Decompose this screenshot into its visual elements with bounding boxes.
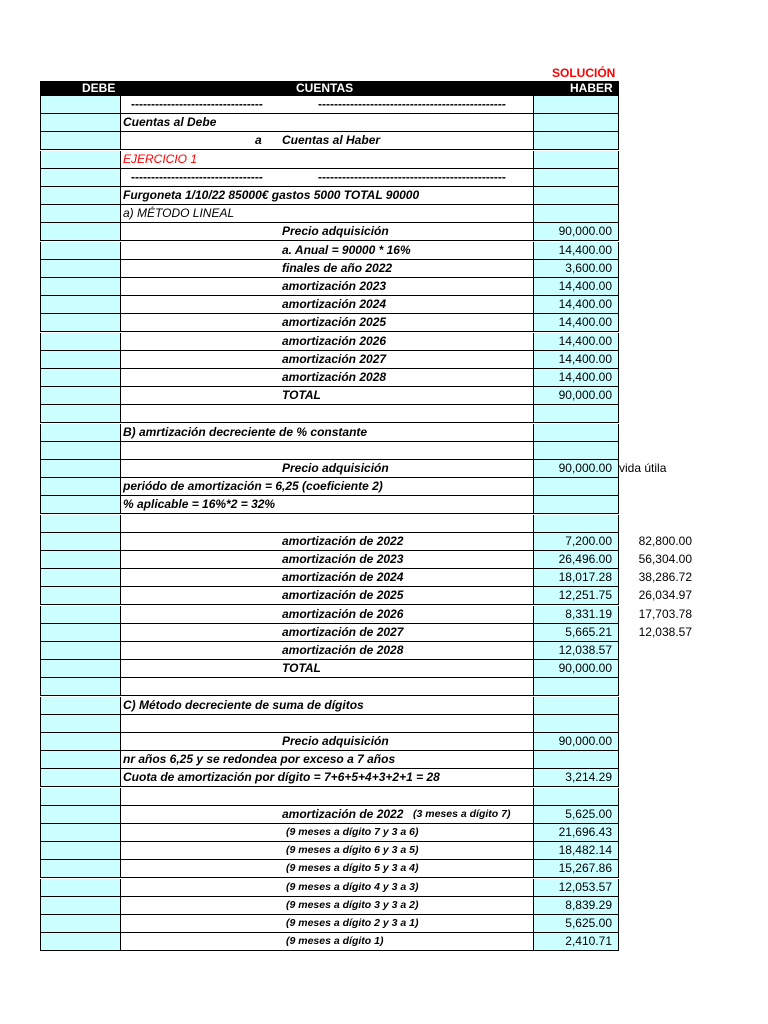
cuentas-text: amortización 2028 <box>282 370 387 384</box>
cuentas-cell[interactable] <box>121 205 534 223</box>
haber-cell[interactable] <box>534 242 619 260</box>
debe-cell[interactable] <box>40 697 121 715</box>
header-cuentas: CUENTAS <box>296 81 354 95</box>
cuentas-cell[interactable] <box>121 460 534 478</box>
haber-cell[interactable] <box>534 842 619 860</box>
cuentas-cell[interactable] <box>121 733 534 751</box>
haber-cell[interactable] <box>534 678 619 696</box>
cuentas-cell[interactable] <box>121 442 534 460</box>
cuentas-text: Furgoneta 1/10/22 85000€ gastos 5000 TOTAL 90000 <box>123 188 420 202</box>
cuentas-cell[interactable] <box>121 405 534 423</box>
cuentas-text: a <box>255 133 262 148</box>
side-note: vida útila <box>619 461 667 475</box>
debe-cell[interactable] <box>40 915 121 933</box>
haber-value: 21,696.43 <box>558 825 612 839</box>
cuentas-cell[interactable] <box>121 187 534 205</box>
cuentas-text: Cuota de amortización por dígito = 7+6+5+4+3+2+1 = 28 <box>123 770 440 785</box>
cuentas-text: (3 meses a dígito 7) <box>413 807 511 820</box>
debe-cell[interactable] <box>40 879 121 897</box>
cuentas-text: (9 meses a dígito 1) <box>286 935 384 948</box>
haber-cell[interactable] <box>534 424 619 442</box>
haber-value: 90,000.00 <box>558 388 612 403</box>
debe-cell[interactable] <box>40 860 121 878</box>
cuentas-cell[interactable] <box>121 624 534 642</box>
haber-value: 12,038.57 <box>558 643 612 657</box>
solution-label: SOLUCIÓN <box>552 66 616 80</box>
debe-cell[interactable] <box>40 842 121 860</box>
debe-cell[interactable] <box>40 678 121 696</box>
remaining-value: 12,038.57 <box>638 624 692 639</box>
haber-cell[interactable] <box>534 824 619 842</box>
cuentas-cell[interactable] <box>121 369 534 387</box>
debe-cell[interactable] <box>40 351 121 369</box>
cuentas-cell[interactable] <box>121 132 534 150</box>
debe-cell[interactable] <box>40 933 121 951</box>
cuentas-text: Cuentas al Debe <box>123 115 217 130</box>
haber-value: 14,400.00 <box>558 315 612 330</box>
haber-cell[interactable] <box>534 751 619 769</box>
haber-value: 18,482.14 <box>558 843 612 858</box>
cuentas-text: ----------------------------------------------- <box>318 97 506 111</box>
debe-cell[interactable] <box>40 278 121 296</box>
cuentas-text: amortización 2025 <box>282 315 387 330</box>
haber-value: 14,400.00 <box>558 279 612 293</box>
cuentas-cell[interactable] <box>121 824 534 842</box>
cuentas-cell[interactable] <box>121 151 534 169</box>
haber-cell[interactable] <box>534 314 619 332</box>
haber-cell[interactable] <box>534 860 619 878</box>
haber-value: 12,251.75 <box>558 588 612 603</box>
debe-cell[interactable] <box>40 205 121 223</box>
haber-cell[interactable] <box>534 515 619 533</box>
cuentas-cell[interactable] <box>121 933 534 951</box>
cuentas-text: a) MÉTODO LINEAL <box>123 206 235 221</box>
cuentas-cell[interactable] <box>121 314 534 332</box>
cuentas-cell[interactable] <box>121 260 534 278</box>
cuentas-text: amortización de 2026 <box>282 606 404 621</box>
haber-value: 90,000.00 <box>558 734 612 748</box>
debe-cell[interactable] <box>40 151 121 169</box>
cuentas-cell[interactable] <box>121 660 534 678</box>
haber-cell[interactable] <box>534 879 619 897</box>
cuentas-text: Precio adquisición <box>282 734 389 748</box>
cuentas-cell[interactable] <box>121 496 534 514</box>
debe-cell[interactable] <box>40 824 121 842</box>
debe-cell[interactable] <box>40 314 121 332</box>
cuentas-cell[interactable] <box>121 114 534 132</box>
cuentas-cell[interactable] <box>121 424 534 442</box>
cuentas-cell[interactable] <box>121 296 534 314</box>
debe-cell[interactable] <box>40 442 121 460</box>
cuentas-text: (9 meses a dígito 3 y 3 a 2) <box>286 898 419 911</box>
haber-cell[interactable] <box>534 642 619 660</box>
haber-cell[interactable] <box>534 387 619 405</box>
cuentas-text: --------------------------------- <box>131 169 263 184</box>
haber-value: 15,267.86 <box>558 861 612 876</box>
remaining-value: 17,703.78 <box>638 606 692 621</box>
haber-cell[interactable] <box>534 806 619 824</box>
haber-cell[interactable] <box>534 697 619 715</box>
haber-value: 5,625.00 <box>565 806 612 821</box>
debe-cell[interactable] <box>40 405 121 423</box>
debe-cell[interactable] <box>40 387 121 405</box>
cuentas-text: amortización de 2022 <box>282 806 404 821</box>
haber-value: 90,000.00 <box>558 224 612 239</box>
debe-cell[interactable] <box>40 569 121 587</box>
cuentas-text: % aplicable = 16%*2 = 32% <box>123 497 276 512</box>
cuentas-text: TOTAL <box>282 388 321 403</box>
cuentas-cell[interactable] <box>121 96 534 114</box>
remaining-value: 38,286.72 <box>638 570 692 585</box>
haber-value: 7,200.00 <box>565 533 612 548</box>
cuentas-text: amortización de 2028 <box>282 643 404 657</box>
haber-value: 8,839.29 <box>565 897 612 912</box>
haber-cell[interactable] <box>534 788 619 806</box>
cuentas-cell[interactable] <box>121 606 534 624</box>
cuentas-cell[interactable] <box>121 806 534 824</box>
cuentas-text: (9 meses a dígito 5 y 3 a 4) <box>286 862 419 875</box>
debe-cell[interactable] <box>40 751 121 769</box>
cuentas-text: amortización 2026 <box>282 333 387 348</box>
cuentas-cell[interactable] <box>121 551 534 569</box>
cuentas-cell[interactable] <box>121 897 534 915</box>
column-header-row <box>40 81 619 96</box>
haber-cell[interactable] <box>534 733 619 751</box>
cuentas-cell[interactable] <box>121 351 534 369</box>
cuentas-cell[interactable] <box>121 242 534 260</box>
haber-value: 3,214.29 <box>565 770 612 785</box>
haber-cell[interactable] <box>534 333 619 351</box>
haber-cell[interactable] <box>534 933 619 951</box>
cuentas-text: Precio adquisición <box>282 224 389 239</box>
remaining-value: 26,034.97 <box>638 588 692 603</box>
debe-cell[interactable] <box>40 660 121 678</box>
haber-cell[interactable] <box>534 660 619 678</box>
haber-value: 14,400.00 <box>558 370 612 384</box>
cuentas-cell[interactable] <box>121 587 534 605</box>
cuentas-cell[interactable] <box>121 879 534 897</box>
haber-value: 14,400.00 <box>558 333 612 348</box>
cuentas-text: EJERCICIO 1 <box>123 151 198 166</box>
haber-cell[interactable] <box>534 369 619 387</box>
debe-cell[interactable] <box>40 587 121 605</box>
haber-cell[interactable] <box>534 496 619 514</box>
haber-cell[interactable] <box>534 897 619 915</box>
haber-cell[interactable] <box>534 296 619 314</box>
debe-cell[interactable] <box>40 296 121 314</box>
cuentas-text: amortización de 2025 <box>282 588 404 603</box>
haber-cell[interactable] <box>534 260 619 278</box>
haber-cell[interactable] <box>534 715 619 733</box>
haber-cell[interactable] <box>534 478 619 496</box>
debe-cell[interactable] <box>40 478 121 496</box>
debe-cell[interactable] <box>40 515 121 533</box>
haber-cell[interactable] <box>534 132 619 150</box>
haber-cell[interactable] <box>534 187 619 205</box>
cuentas-cell[interactable] <box>121 333 534 351</box>
cuentas-text: TOTAL <box>282 661 321 676</box>
haber-cell[interactable] <box>534 405 619 423</box>
cuentas-text: amortización 2024 <box>282 297 387 312</box>
cuentas-cell[interactable] <box>121 769 534 787</box>
debe-cell[interactable] <box>40 733 121 751</box>
haber-cell[interactable] <box>534 915 619 933</box>
debe-cell[interactable] <box>40 223 121 241</box>
cuentas-cell[interactable] <box>121 678 534 696</box>
debe-cell[interactable] <box>40 897 121 915</box>
cuentas-text: amortización 2027 <box>282 351 387 366</box>
debe-cell[interactable] <box>40 806 121 824</box>
haber-value: 14,400.00 <box>558 297 612 312</box>
cuentas-text: amortización de 2027 <box>282 624 404 639</box>
debe-cell[interactable] <box>40 769 121 787</box>
haber-value: 2,410.71 <box>565 934 612 949</box>
cuentas-cell[interactable] <box>121 569 534 587</box>
cuentas-text: amortización de 2022 <box>282 533 404 548</box>
cuentas-cell[interactable] <box>121 169 534 187</box>
cuentas-text: Cuentas al Haber <box>282 133 381 148</box>
haber-value: 90,000.00 <box>558 461 612 475</box>
cuentas-text: amortización de 2023 <box>282 552 404 566</box>
debe-cell[interactable] <box>40 606 121 624</box>
haber-cell[interactable] <box>534 351 619 369</box>
haber-cell[interactable] <box>534 278 619 296</box>
haber-value: 12,053.57 <box>558 879 612 894</box>
cuentas-text: --------------------------------- <box>131 97 263 111</box>
debe-cell[interactable] <box>40 96 121 114</box>
debe-cell[interactable] <box>40 132 121 150</box>
debe-cell[interactable] <box>40 260 121 278</box>
cuentas-cell[interactable] <box>121 751 534 769</box>
header-debe: DEBE <box>82 81 116 95</box>
cuentas-cell[interactable] <box>121 788 534 806</box>
haber-cell[interactable] <box>534 460 619 478</box>
haber-value: 90,000.00 <box>558 661 612 676</box>
cuentas-text: amortización de 2024 <box>282 570 404 585</box>
debe-cell[interactable] <box>40 715 121 733</box>
haber-value: 14,400.00 <box>558 242 612 257</box>
cuentas-cell[interactable] <box>121 515 534 533</box>
haber-value: 5,665.21 <box>565 624 612 639</box>
cuentas-text: nr años 6,25 y se redondea por exceso a 7 años <box>123 752 396 767</box>
cuentas-text: (9 meses a dígito 4 y 3 a 3) <box>286 880 419 893</box>
haber-cell[interactable] <box>534 223 619 241</box>
cuentas-cell[interactable] <box>121 387 534 405</box>
haber-cell[interactable] <box>534 96 619 114</box>
debe-cell[interactable] <box>40 788 121 806</box>
haber-cell[interactable] <box>534 151 619 169</box>
haber-value: 14,400.00 <box>558 351 612 366</box>
cuentas-text: ----------------------------------------------- <box>318 169 506 184</box>
haber-cell[interactable] <box>534 769 619 787</box>
cuentas-text: a. Anual = 90000 * 16% <box>282 242 411 257</box>
debe-cell[interactable] <box>40 242 121 260</box>
cuentas-text: (9 meses a dígito 2 y 3 a 1) <box>286 917 419 929</box>
haber-value: 5,625.00 <box>565 916 612 930</box>
debe-cell[interactable] <box>40 369 121 387</box>
debe-cell[interactable] <box>40 533 121 551</box>
debe-cell[interactable] <box>40 496 121 514</box>
cuentas-cell[interactable] <box>121 533 534 551</box>
remaining-value: 82,800.00 <box>638 533 692 548</box>
cuentas-text: finales de año 2022 <box>282 260 393 275</box>
cuentas-cell[interactable] <box>121 915 534 933</box>
cuentas-cell[interactable] <box>121 223 534 241</box>
debe-cell[interactable] <box>40 551 121 569</box>
haber-cell[interactable] <box>534 169 619 187</box>
haber-cell[interactable] <box>534 442 619 460</box>
cuentas-text: (9 meses a dígito 6 y 3 a 5) <box>286 844 419 857</box>
debe-cell[interactable] <box>40 624 121 642</box>
remaining-value: 56,304.00 <box>638 552 692 566</box>
debe-cell[interactable] <box>40 642 121 660</box>
debe-cell[interactable] <box>40 460 121 478</box>
cuentas-cell[interactable] <box>121 478 534 496</box>
cuentas-cell[interactable] <box>121 278 534 296</box>
haber-cell[interactable] <box>534 205 619 223</box>
cuentas-cell[interactable] <box>121 860 534 878</box>
haber-value: 18,017.28 <box>558 570 612 585</box>
debe-cell[interactable] <box>40 424 121 442</box>
cuentas-text: periódo de amortización = 6,25 (coeficiente 2) <box>123 479 383 494</box>
debe-cell[interactable] <box>40 169 121 187</box>
cuentas-cell[interactable] <box>121 715 534 733</box>
cuentas-cell[interactable] <box>121 697 534 715</box>
cuentas-cell[interactable] <box>121 842 534 860</box>
cuentas-text: B) amrtización decreciente de % constante <box>123 424 368 439</box>
haber-value: 3,600.00 <box>565 260 612 275</box>
debe-cell[interactable] <box>40 333 121 351</box>
cuentas-text: Precio adquisición <box>282 461 389 475</box>
haber-value: 8,331.19 <box>565 606 612 621</box>
cuentas-text: C) Método decreciente de suma de dígitos <box>123 697 364 712</box>
haber-value: 26,496.00 <box>558 552 612 566</box>
debe-cell[interactable] <box>40 114 121 132</box>
header-haber: HABER <box>570 81 613 95</box>
haber-cell[interactable] <box>534 114 619 132</box>
debe-cell[interactable] <box>40 187 121 205</box>
cuentas-text: (9 meses a dígito 7 y 3 a 6) <box>286 826 419 838</box>
cuentas-cell[interactable] <box>121 642 534 660</box>
cuentas-text: amortización 2023 <box>282 279 387 293</box>
